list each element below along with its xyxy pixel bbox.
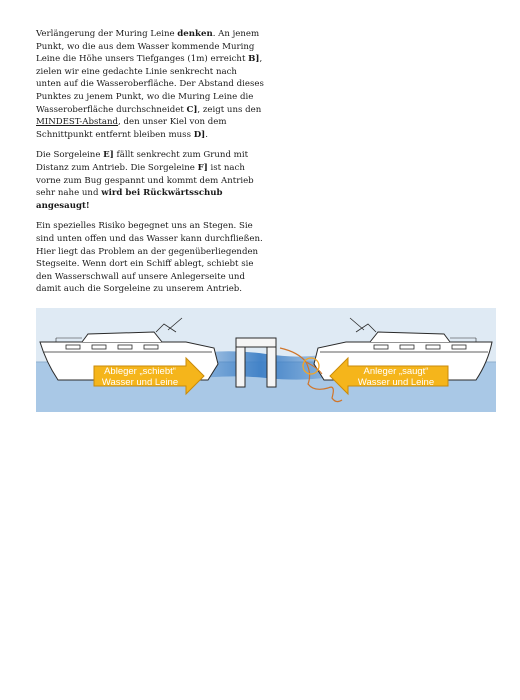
illustration-svg <box>36 308 496 412</box>
text-run: fällt senkrecht zum Grund mit Distanz zum Antrieb. Die Sorgeleine <box>36 150 249 173</box>
right-callout-line2: Wasser und Leine <box>357 377 435 388</box>
paragraph-sorgeleine <box>36 149 264 212</box>
text-run: , zeigt uns den <box>197 104 262 115</box>
text-run: . An jenem Punkt, wo die aus dem Wasser kommende Muring Leine die Höhe unsers Tiefganges (1m) erreicht <box>36 29 260 65</box>
underlined-term: MINDEST-Abstand <box>36 117 119 128</box>
marker-c: C] <box>186 104 198 115</box>
warning-text: wird bei Rückwärtsschub angesaugt! <box>36 188 223 211</box>
marker-e: E] <box>103 150 114 161</box>
body-text <box>36 28 264 304</box>
text-run: . <box>205 129 208 140</box>
text-run: Die Sorgeleine <box>36 150 104 161</box>
right-callout-line1: Anleger „saugt“ <box>363 366 429 377</box>
bold-term: denken <box>177 29 213 39</box>
text-run: , zielen wir eine gedachte Linie senkrecht nach unten auf die Wasseroberfläche. Der Abstand dieses Punktes zu jenem Punkt, wo die Muring Leine die Wasseroberfläche durchschneidet <box>36 54 264 115</box>
left-callout-line2: Wasser und Leine <box>101 377 179 388</box>
left-callout-line1: Ableger „schiebt“ <box>104 366 176 377</box>
paragraph-muring-line <box>36 28 264 141</box>
text-run: Verlängerung der Muring Leine <box>36 29 178 39</box>
text-run: , den unser Kiel von dem Schnittpunkt entfernt bleiben muss <box>36 117 227 140</box>
marker-f: F] <box>197 162 208 173</box>
boats-at-jetty-illustration <box>36 308 496 412</box>
text-run: ist nach vorne zum Bug gespannt und kommt dem Antrieb sehr nahe und <box>36 162 254 199</box>
marker-b: B] <box>248 54 260 65</box>
marker-d: D] <box>193 129 206 140</box>
paragraph-steg-risk: Ein spezielles Risiko begegnet uns an Stegen. Sie sind unten offen und das Wasser kann durchfließen. Hier liegt das Problem an der gegenüberliegenden Stegseite. Wenn dort ein Schiff ablegt, schiebt sie den Wasserschwall auf unsere Anlegerseite und damit auch die Sorgeleine zu unserem Antrieb. <box>36 221 263 295</box>
